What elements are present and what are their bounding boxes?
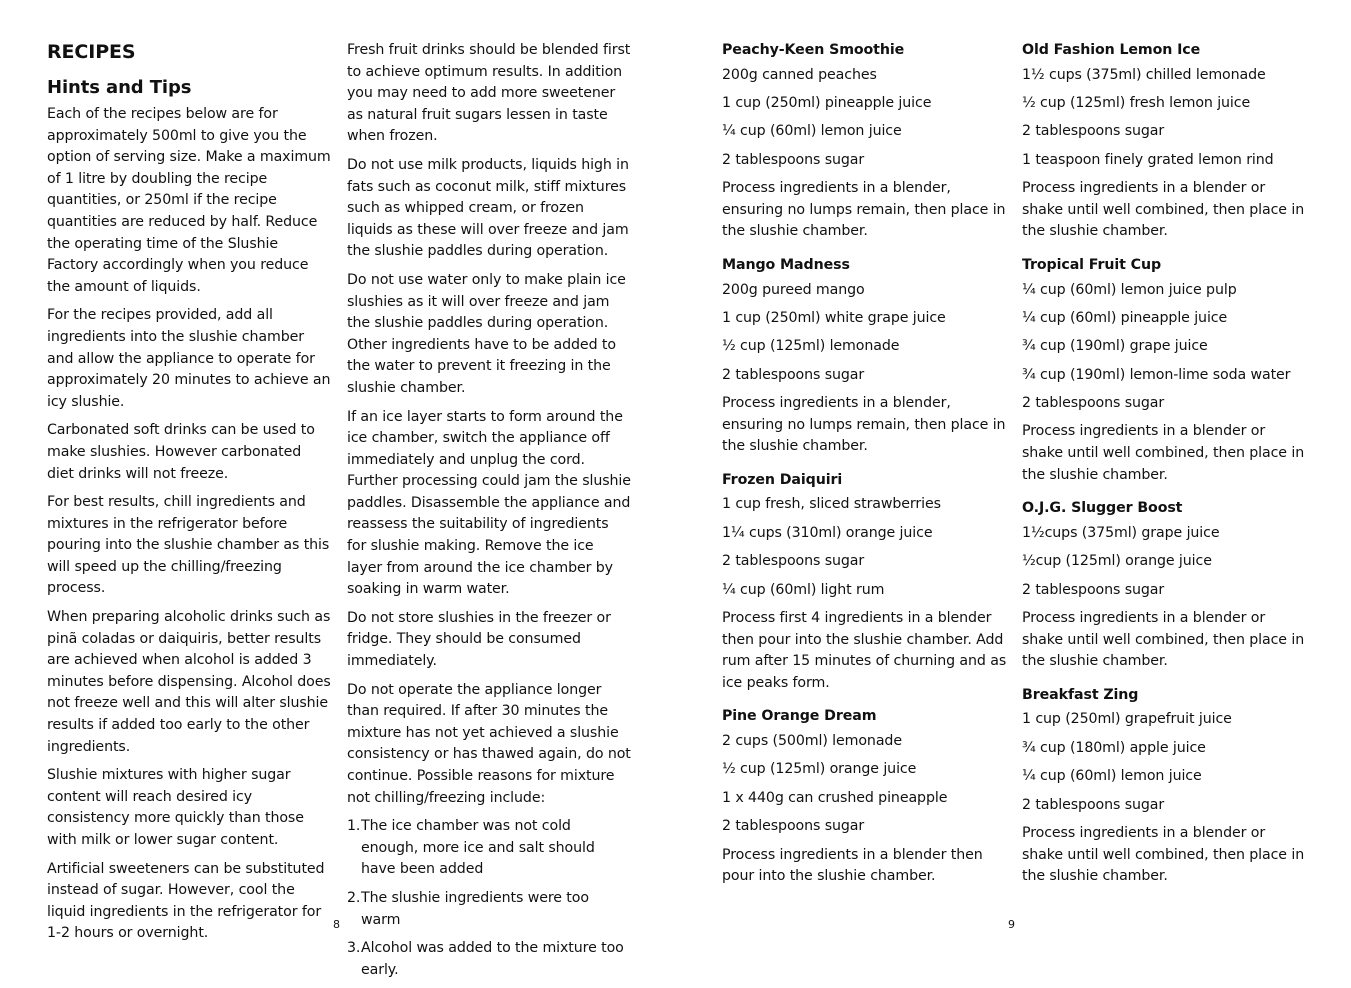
ingredient: 2 tablespoons sugar [1022, 123, 1165, 140]
ingredient: 1½ cups (375ml) chilled lemonade [1022, 66, 1266, 83]
recipe-method: Process ingredients in a blender, ensuring no lumps remain, then place in the slushie chamber. [722, 395, 1006, 455]
recipe-frozen-daiquiri [722, 470, 1007, 695]
hint-paragraph: Slushie mixtures with higher sugar content will reach desired icy consistency more quickly than those with milk or lower sugar content. [47, 767, 304, 848]
recipe-mango-madness [722, 255, 1007, 458]
ingredient: 2 tablespoons sugar [1022, 581, 1165, 598]
hint-paragraph: For the recipes provided, add all ingredients into the slushie chamber and allow the appliance to operate for approximately 20 minutes to achieve an icy slushie. [47, 307, 331, 410]
hint-paragraph: Fresh fruit drinks should be blended first to achieve optimum results. In addition you may need to add more sweetener as natural fruit sugars lessen in taste when frozen. [347, 42, 631, 145]
recipe-peachy-keen-smoothie [722, 40, 1007, 243]
ingredient: ½ cup (125ml) orange juice [722, 761, 917, 778]
ingredient: 200g canned peaches [722, 66, 877, 83]
ingredient: 1 cup fresh, sliced strawberries [722, 496, 941, 513]
recipe-title: Peachy-Keen Smoothie [722, 42, 905, 58]
hint-paragraph: Artificial sweeteners can be substituted instead of sugar. However, cool the liquid ingredients in the refrigerator for 1-2 hours or overnight. [47, 860, 325, 942]
reason-item [347, 816, 632, 881]
reason-number: 3. [347, 940, 361, 957]
recipe-breakfast-zing [1022, 685, 1307, 888]
hint-paragraph: Do not use milk products, liquids high in fats such as coconut milk, stiff mixtures such as whipped cream, or frozen liquids as these will over freeze and jam the slushie paddles during operation. [347, 156, 629, 260]
hint-paragraph: Carbonated soft drinks can be used to make slushies. However carbonated diet drinks will not freeze. [47, 422, 315, 482]
hint-paragraph: Do not operate the appliance longer than required. If after 30 minutes the mixture has not yet achieved a slushie consistency or has thawed again, do not continue. Possible reasons for mixture not chilling/freezing include: [347, 681, 631, 806]
ingredient: ½cup (125ml) orange juice [1022, 553, 1212, 570]
reason-text: The slushie ingredients were too warm [361, 889, 589, 928]
recipe-old-fashion-lemon-ice [1022, 40, 1307, 243]
ingredient: 2 tablespoons sugar [1022, 395, 1165, 412]
ingredient: 1 teaspoon finely grated lemon rind [1022, 151, 1274, 168]
ingredient: 1 x 440g can crushed pineapple [722, 789, 948, 806]
ingredient: ¾ cup (190ml) grape juice [1022, 338, 1208, 355]
ingredient: 2 cups (500ml) lemonade [722, 733, 902, 749]
left-page-column-2 [347, 40, 632, 988]
recipe-title: Tropical Fruit Cup [1022, 256, 1161, 273]
ingredient: ½ cup (125ml) lemonade [722, 338, 900, 355]
recipe-tropical-fruit-cup [1022, 255, 1307, 486]
reason-number: 2. [347, 889, 361, 906]
ingredient: ¼ cup (60ml) pineapple juice [1022, 309, 1228, 326]
ingredient: 2 tablespoons sugar [722, 366, 865, 383]
hint-paragraph: Do not use water only to make plain ice slushies as it will over freeze and jam the slushie paddles during operation. Other ingredients have to be added to the water to prevent it freezing in the slushie chamber. [347, 271, 626, 396]
right-page-column-2 [1022, 40, 1307, 900]
hints-tips-heading: Hints and Tips [47, 77, 192, 98]
ingredient: 2 tablespoons sugar [722, 151, 865, 168]
ingredient: 1 cup (250ml) pineapple juice [722, 94, 932, 111]
recipe-method: Process first 4 ingredients in a blender then pour into the slushie chamber. Add rum after 15 minutes of churning and as ice peaks form. [722, 610, 1007, 691]
reason-number: 1. [347, 818, 361, 835]
recipe-method: Process ingredients in a blender, ensuring no lumps remain, then place in the slushie chamber. [722, 180, 1006, 240]
recipe-title: Breakfast Zing [1022, 686, 1139, 703]
ingredient: 2 tablespoons sugar [722, 553, 865, 570]
left-page-column-1 [47, 40, 332, 952]
ingredient: 1½cups (375ml) grape juice [1022, 524, 1220, 541]
recipe-title: Old Fashion Lemon Ice [1022, 42, 1201, 58]
reason-text: Alcohol was added to the mixture too early. [361, 940, 624, 978]
recipes-heading: RECIPES [47, 41, 136, 63]
ingredient: ¼ cup (60ml) lemon juice [1022, 768, 1202, 785]
ingredient: ½ cup (125ml) fresh lemon juice [1022, 94, 1251, 111]
recipe-method: Process ingredients in a blender or shake until well combined, then place in the slushie chamber. [1022, 423, 1305, 483]
ingredient: ¼ cup (60ml) lemon juice [722, 123, 902, 140]
ingredient: 2 tablespoons sugar [722, 818, 865, 835]
recipe-pine-orange-dream [722, 706, 1007, 887]
ingredient: ¼ cup (60ml) light rum [722, 581, 885, 598]
hint-paragraph: If an ice layer starts to form around the ice chamber, switch the appliance off immediately and unplug the cord. Further processing could jam the slushie paddles. Disassemble the appliance and reassess the suitability of ingredients for slushie making. Remove the ice layer from around the ice chamber by soaking in warm water. [347, 408, 631, 598]
page-number-right: 9 [1008, 918, 1015, 931]
ingredient: 1¼ cups (310ml) orange juice [722, 524, 933, 541]
recipe-method: Process ingredients in a blender then pour into the slushie chamber. [722, 846, 983, 885]
hint-paragraph: Do not store slushies in the freezer or fridge. They should be consumed immediately. [347, 609, 611, 670]
ingredient: 1 cup (250ml) grapefruit juice [1022, 711, 1232, 728]
ingredient: ¾ cup (180ml) apple juice [1022, 739, 1206, 756]
ingredient: ¼ cup (60ml) lemon juice pulp [1022, 281, 1237, 298]
hint-paragraph: For best results, chill ingredients and mixtures in the refrigerator before pouring into the slushie chamber as this will speed up the chilling/freezing process. [47, 494, 330, 597]
recipe-title: Pine Orange Dream [722, 708, 877, 725]
reason-item [347, 888, 632, 931]
recipe-method: Process ingredients in a blender or shake until well combined, then place in the slushie chamber. [1022, 180, 1305, 240]
hint-paragraph: Each of the recipes below are for approximately 500ml to give you the option of serving size. Make a maximum of 1 litre by doubling the recipe quantities, or 250ml if the recipe quantities are reduced by half. Reduce the operating time of the Slushie Factory accordingly when you reduce the amount of liquids. [47, 106, 331, 295]
recipe-title: Mango Madness [722, 256, 850, 273]
recipe-title: O.J.G. Slugger Boost [1022, 500, 1183, 517]
recipe-ojg-slugger-boost [1022, 498, 1307, 673]
hint-paragraph: When preparing alcoholic drinks such as pinã coladas or daiquiris, better results are achieved when alcohol is added 3 minutes before dispensing. Alcohol does not freeze well and this will alter slushie results if added too early to the other ingredients. [47, 609, 331, 755]
ingredient: 2 tablespoons sugar [1022, 796, 1165, 813]
recipe-method: Process ingredients in a blender or shake until well combined, then place in the slushie chamber. [1022, 610, 1305, 670]
right-page-column-1 [722, 40, 1007, 900]
ingredient: 200g pureed mango [722, 281, 865, 298]
ingredient: ¾ cup (190ml) lemon-lime soda water [1022, 366, 1291, 383]
reason-item [347, 938, 632, 981]
page-number-left: 8 [333, 918, 340, 931]
ingredient: 1 cup (250ml) white grape juice [722, 309, 946, 326]
recipe-title: Frozen Daiquiri [722, 471, 843, 488]
recipe-method: Process ingredients in a blender or shake until well combined, then place in the slushie chamber. [1022, 824, 1305, 885]
reason-text: The ice chamber was not cold enough, more ice and salt should have been added [361, 818, 595, 878]
